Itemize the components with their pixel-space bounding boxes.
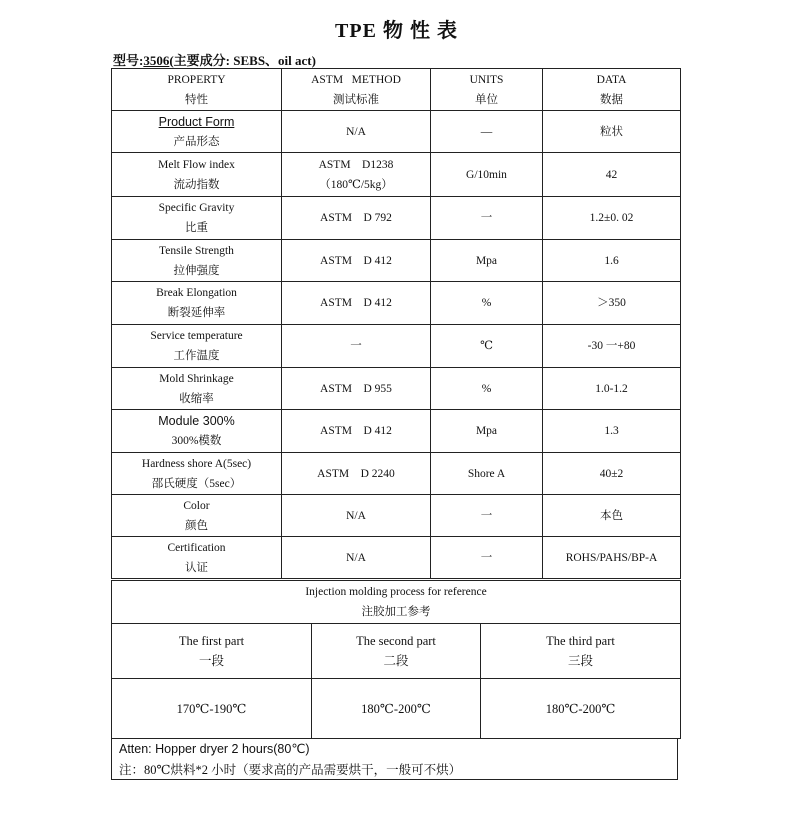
header-data: DATA 数据 [543, 69, 681, 111]
temp-second: 180℃-200℃ [312, 679, 481, 739]
test-method: N/A [282, 537, 431, 579]
data-value: 本色 [543, 495, 681, 537]
injection-title-row [112, 581, 681, 624]
unit-value: G/10min [431, 153, 543, 197]
part-second: The second part 二段 [312, 624, 481, 679]
header-property: PROPERTY 特性 [112, 69, 282, 111]
data-value: 40±2 [543, 453, 681, 495]
data-value: -30 一+80 [543, 325, 681, 368]
data-value: ROHS/PAHS/BP-A [543, 537, 681, 579]
test-method: ASTM D 792 [282, 197, 431, 240]
property-name: Module 300% 300%模数 [112, 410, 282, 453]
note-line-zh: 注：80℃烘料*2 小时（要求高的产品需要烘干，一般可不烘） [119, 763, 462, 777]
unit-value: Mpa [431, 240, 543, 282]
property-row [112, 368, 681, 410]
part-third: The third part 三段 [481, 624, 681, 679]
unit-value: % [431, 282, 543, 325]
test-method: ASTM D 955 [282, 368, 431, 410]
test-method: ASTM D 412 [282, 240, 431, 282]
injection-title: Injection molding process for reference 注胶加工参考 [112, 581, 681, 624]
data-value: 粒状 [543, 111, 681, 153]
injection-temps-row [112, 679, 681, 739]
model-line [113, 50, 316, 69]
temp-first: 170℃-190℃ [112, 679, 312, 739]
test-method: ASTM D 2240 [282, 453, 431, 495]
test-method: ASTM D 412 [282, 410, 431, 453]
unit-value: — [431, 111, 543, 153]
note-line-en: Atten: Hopper dryer 2 hours(80℃) [119, 742, 310, 756]
test-method: N/A [282, 111, 431, 153]
unit-value: % [431, 368, 543, 410]
injection-parts-row [112, 624, 681, 679]
property-row [112, 453, 681, 495]
model-number: 3506 [143, 53, 170, 68]
property-row [112, 325, 681, 368]
data-value: 1.2±0. 02 [543, 197, 681, 240]
unit-value: 一 [431, 537, 543, 579]
property-row [112, 410, 681, 453]
test-method: ASTM D 412 [282, 282, 431, 325]
property-name: Hardness shore A(5sec) 邵氏硬度（5sec） [112, 453, 282, 495]
data-value: 1.0-1.2 [543, 368, 681, 410]
injection-table [111, 580, 681, 739]
header-units: UNITS 单位 [431, 69, 543, 111]
data-value: 1.3 [543, 410, 681, 453]
property-row [112, 282, 681, 325]
property-name: Color 颜色 [112, 495, 282, 537]
temp-third: 180℃-200℃ [481, 679, 681, 739]
model-prefix: 型号: [113, 53, 144, 68]
property-name: Tensile Strength 拉伸强度 [112, 240, 282, 282]
property-name: Certification 认证 [112, 537, 282, 579]
property-name: Mold Shrinkage 收缩率 [112, 368, 282, 410]
property-name: Product Form 产品形态 [112, 111, 282, 153]
test-method: N/A [282, 495, 431, 537]
property-row [112, 240, 681, 282]
unit-value: Mpa [431, 410, 543, 453]
note-box [111, 738, 678, 780]
part-first: The first part 一段 [112, 624, 312, 679]
unit-value: 一 [431, 495, 543, 537]
test-method: 一 [282, 325, 431, 368]
property-name: Service temperature 工作温度 [112, 325, 282, 368]
data-value: ＞350 [543, 282, 681, 325]
data-value: 1.6 [543, 240, 681, 282]
property-row [112, 495, 681, 537]
data-value: 42 [543, 153, 681, 197]
header-row [112, 69, 681, 111]
property-row [112, 537, 681, 579]
unit-value: 一 [431, 197, 543, 240]
property-name: Melt Flow index 流动指数 [112, 153, 282, 197]
page-title: TPE 物 性 表 [335, 20, 458, 42]
unit-value: ℃ [431, 325, 543, 368]
model-composition: (主要成分: SEBS、oil act) [169, 53, 316, 68]
property-table [111, 68, 681, 579]
test-method: ASTM D1238 （180℃/5kg） [282, 153, 431, 197]
property-name: Specific Gravity 比重 [112, 197, 282, 240]
property-row [112, 111, 681, 153]
unit-value: Shore A [431, 453, 543, 495]
property-row [112, 197, 681, 240]
property-name: Break Elongation 断裂延伸率 [112, 282, 282, 325]
property-row [112, 153, 681, 197]
header-method: ASTM METHOD 测试标准 [282, 69, 431, 111]
